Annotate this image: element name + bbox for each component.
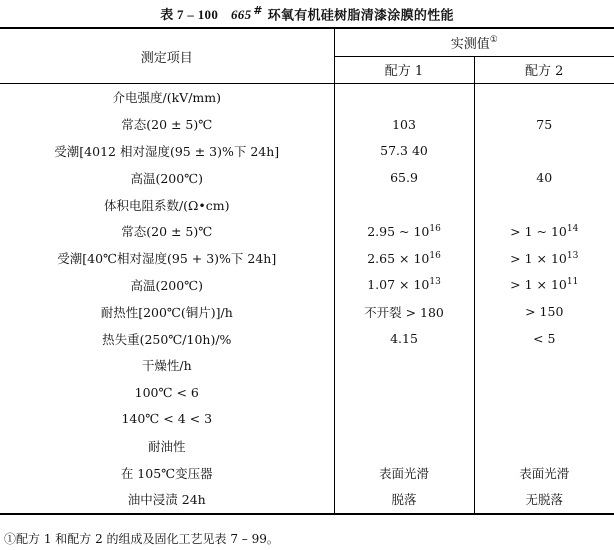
- formula-2-value: [474, 352, 614, 379]
- header-item: 测定项目: [0, 28, 334, 84]
- formula-1-value: [334, 191, 474, 218]
- value-text: > 1 ~ 10: [510, 223, 567, 239]
- formula-2-value: [474, 325, 614, 352]
- value-text: 65.9: [390, 170, 418, 186]
- formula-1-value: [334, 84, 474, 111]
- table-row: [0, 245, 614, 272]
- formula-2-value: [474, 459, 614, 486]
- formula-2-value: [474, 84, 614, 111]
- value-text: 75: [536, 116, 553, 132]
- formula-2-value: [474, 245, 614, 272]
- value-text: > 1 × 10: [510, 250, 567, 266]
- value-text: 2.65 × 10: [367, 250, 430, 266]
- table-body: [0, 84, 614, 514]
- row-item: 耐油性: [0, 432, 334, 459]
- product-code: 665: [230, 7, 252, 23]
- header-measured-label: 实测值: [450, 36, 490, 52]
- value-text: 103: [392, 116, 416, 132]
- value-exponent: 16: [429, 223, 441, 234]
- header-footnote-mark: ①: [489, 34, 498, 45]
- table-row: [0, 191, 614, 218]
- formula-2-value: [474, 111, 614, 138]
- value-text: 57.3 40: [380, 143, 428, 159]
- formula-1-value: [334, 325, 474, 352]
- value-text: 无脱落: [525, 492, 563, 508]
- formula-1-value: [334, 164, 474, 191]
- value-text: < 5: [533, 331, 556, 347]
- footnote: ①配方 1 和配方 2 的组成及固化工艺见表 7 – 99。: [4, 532, 279, 546]
- row-item: 常态(20 ± 5)℃: [0, 218, 334, 245]
- formula-2-value: [474, 218, 614, 245]
- formula-1-value: [334, 352, 474, 379]
- formula-2-value: [474, 272, 614, 299]
- row-item: 在 105℃变压器: [0, 459, 334, 486]
- table-row: [0, 164, 614, 191]
- formula-2-value: [474, 486, 614, 514]
- formula-1-value: [334, 432, 474, 459]
- formula-1-value: [334, 138, 474, 165]
- row-item: 耐热性[200℃(铜片)]/h: [0, 298, 334, 325]
- table-title-text: 环氧有机硅树脂清漆涂膜的性能: [267, 8, 454, 24]
- formula-1-value: [334, 111, 474, 138]
- row-item: 油中浸渍 24h: [0, 486, 334, 514]
- formula-2-value: [474, 138, 614, 165]
- formula-2-value: [474, 406, 614, 433]
- value-text: 4.15: [390, 331, 418, 347]
- value-text: 2.95 ~ 10: [367, 223, 430, 239]
- value-exponent: 16: [429, 250, 441, 261]
- table-row: [0, 432, 614, 459]
- formula-1-value: [334, 298, 474, 325]
- value-text: 表面光滑: [519, 465, 570, 481]
- formula-1-value: [334, 459, 474, 486]
- table-row: [0, 352, 614, 379]
- formula-2-value: [474, 379, 614, 406]
- value-exponent: 11: [566, 277, 579, 288]
- row-item: 100℃ < 6: [0, 379, 334, 406]
- value-text: 脱落: [391, 492, 417, 508]
- row-item: 受潮[40℃相对湿度(95 + 3)%下 24h]: [0, 245, 334, 272]
- formula-2-value: [474, 164, 614, 191]
- row-item: 热失重(250℃/10h)/%: [0, 325, 334, 352]
- formula-1-value: [334, 486, 474, 514]
- table-title: [0, 4, 614, 23]
- formula-1-value: [334, 406, 474, 433]
- table-row: [0, 459, 614, 486]
- formula-2-value: [474, 191, 614, 218]
- table-row: [0, 486, 614, 514]
- formula-1-value: [334, 218, 474, 245]
- value-exponent: 13: [429, 277, 441, 288]
- row-item: 体积电阻系数/(Ω•cm): [0, 191, 334, 218]
- row-item: 高温(200℃): [0, 164, 334, 191]
- table-row: [0, 325, 614, 352]
- value-text: > 1 × 10: [510, 277, 567, 293]
- row-item: 受潮[4012 相对湿度(95 ± 3)%下 24h]: [0, 138, 334, 165]
- row-item: 干燥性/h: [0, 352, 334, 379]
- row-item: 高温(200℃): [0, 272, 334, 299]
- formula-1-value: [334, 379, 474, 406]
- table-row: [0, 379, 614, 406]
- row-item: 介电强度/(kV/mm): [0, 84, 334, 111]
- formula-1-value: [334, 245, 474, 272]
- value-text: 不开裂 > 180: [364, 304, 444, 320]
- table-number: 表 7 – 100: [160, 7, 219, 23]
- table-row: [0, 84, 614, 111]
- value-text: 表面光滑: [378, 465, 429, 481]
- header-formula-2: 配方 2: [474, 56, 614, 84]
- value-text: 40: [536, 170, 553, 186]
- formula-1-value: [334, 272, 474, 299]
- product-code-mark: #: [253, 4, 263, 17]
- row-item: 140℃ < 4 < 3: [0, 406, 334, 433]
- table-row: [0, 406, 614, 433]
- header-formula-1: 配方 1: [334, 56, 474, 84]
- table-row: [0, 111, 614, 138]
- header-measured: [334, 28, 614, 56]
- properties-table: [0, 27, 614, 515]
- formula-2-value: [474, 298, 614, 325]
- table-row: [0, 138, 614, 165]
- table-row: [0, 272, 614, 299]
- table-row: [0, 298, 614, 325]
- row-item: 常态(20 ± 5)℃: [0, 111, 334, 138]
- formula-2-value: [474, 432, 614, 459]
- value-text: 1.07 × 10: [367, 277, 430, 293]
- table-row: [0, 218, 614, 245]
- value-exponent: 13: [566, 250, 579, 261]
- value-exponent: 14: [566, 223, 579, 234]
- value-text: > 150: [525, 304, 564, 320]
